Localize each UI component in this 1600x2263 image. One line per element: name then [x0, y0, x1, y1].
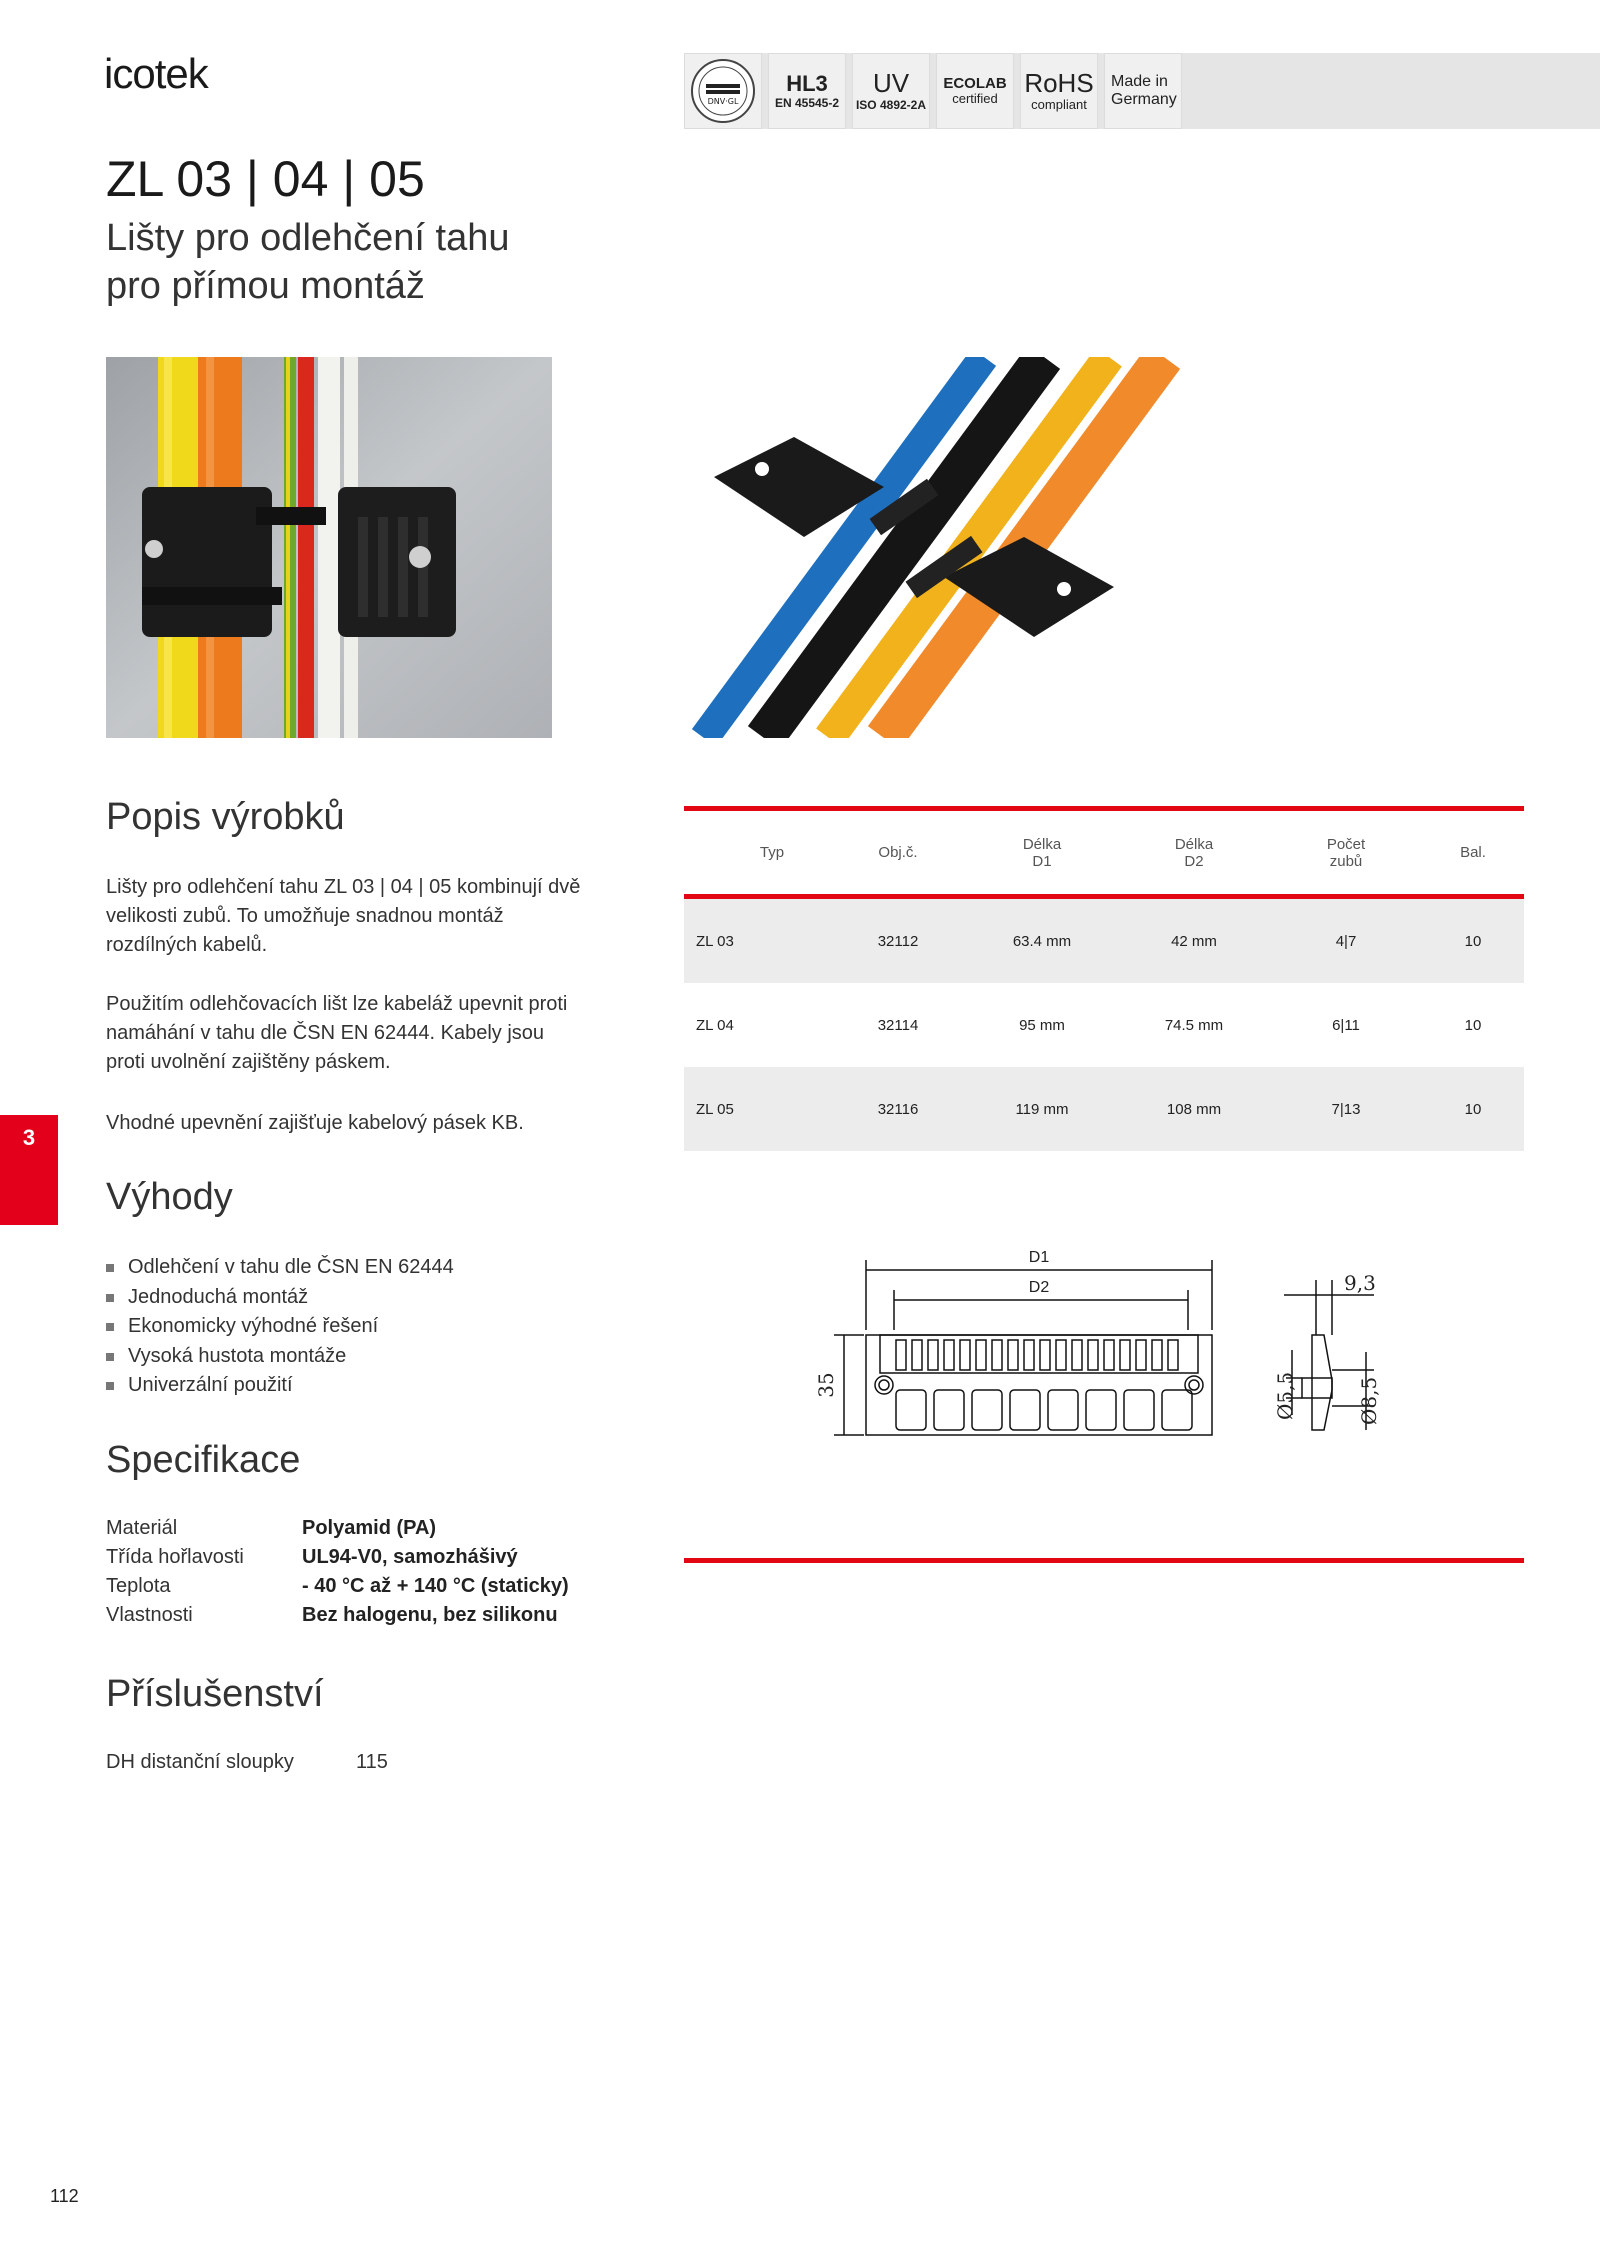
table-row: [684, 1067, 1524, 1151]
accessory-row: [106, 1751, 388, 1774]
cell-d2: 108 mm: [1166, 1100, 1222, 1118]
cell-d1: 95 mm: [1019, 1016, 1065, 1034]
rohs-sub: compliant: [1031, 97, 1087, 113]
product-subtitle: [106, 214, 510, 310]
rohs-label: RoHS: [1024, 67, 1094, 98]
dim-d2-label: D2: [1028, 1279, 1050, 1296]
dim-d1-label: D1: [1028, 1249, 1050, 1266]
table-header: [684, 811, 1524, 894]
benefit-item: Jednoduchá montáž: [106, 1283, 454, 1313]
col-d1: Délka D1: [1022, 835, 1062, 870]
accessories-heading: Příslušenství: [106, 1673, 324, 1715]
cell-typ: ZL 03: [696, 932, 734, 950]
spec-row-temperature: [106, 1575, 569, 1598]
table-row: [684, 983, 1524, 1067]
col-d2: Délka D2: [1174, 835, 1214, 870]
ecolab-sub: certified: [952, 91, 998, 107]
col-typ: Typ: [759, 844, 785, 861]
spec-value: - 40 °C až + 140 °C (staticky): [302, 1575, 569, 1597]
benefit-item: Odlehčení v tahu dle ČSN EN 62444: [106, 1253, 454, 1283]
uv-label: UV: [872, 68, 910, 99]
spec-label: Materiál: [106, 1517, 178, 1539]
rohs-badge: [1020, 53, 1098, 129]
product-title: ZL 03 | 04 | 05: [106, 151, 425, 207]
benefits-heading: Výhody: [106, 1176, 233, 1218]
cell-obj: 32114: [877, 1016, 919, 1034]
chapter-tab: 3: [0, 1115, 58, 1225]
col-teeth: Počet zubů: [1326, 835, 1366, 870]
cell-d2: 42 mm: [1171, 932, 1217, 950]
subtitle-line-2: pro přímou montáž: [106, 265, 425, 307]
subtitle-line-1: Lišty pro odlehčení tahu: [106, 217, 510, 259]
benefits-list: [106, 1253, 454, 1401]
uv-standard: ISO 4892-2A: [855, 98, 927, 113]
col-pack: Bal.: [1460, 844, 1486, 861]
hl3-standard: EN 45545-2: [774, 95, 840, 110]
product-photo-mounted: [106, 357, 552, 738]
dim-side-width-label: 9,3: [1344, 1271, 1376, 1295]
cell-d1: 63.4 mm: [1012, 932, 1072, 950]
spec-row-flammability: [106, 1546, 518, 1569]
made-in-line: Made in: [1111, 72, 1168, 90]
made-in-germany-badge: [1104, 53, 1182, 129]
description-paragraph-3: Vhodné upevnění zajišťuje kabelový pásek KB.: [106, 1112, 524, 1134]
accessory-page-link[interactable]: 115: [356, 1751, 388, 1773]
accessory-label: DH distanční sloupky: [106, 1751, 294, 1773]
cell-pack: 10: [1464, 1100, 1482, 1118]
spec-value: Polyamid (PA): [302, 1517, 437, 1539]
spec-row-properties: [106, 1604, 558, 1627]
cell-obj: 32112: [877, 932, 919, 950]
spec-label: Vlastnosti: [106, 1604, 193, 1626]
dnv-seal-icon: [688, 56, 758, 126]
spec-value: UL94-V0, samozhášivý: [302, 1546, 518, 1568]
page-number: 112: [50, 2186, 79, 2206]
hl3-label: HL3: [786, 71, 828, 97]
cell-typ: ZL 05: [696, 1100, 734, 1118]
dnv-gl-badge: [684, 53, 762, 129]
uv-badge: [852, 53, 930, 129]
cell-teeth: 4|7: [1335, 932, 1357, 950]
dim-height-label: 35: [814, 1372, 838, 1398]
cell-pack: 10: [1464, 932, 1482, 950]
description-paragraph-1: Lišty pro odlehčení tahu ZL 03 | 04 | 05 kombinují dvě velikosti zubů. To umožňuje snadnou montáž rozdílných kabelů.: [106, 876, 581, 956]
spec-label: Teplota: [106, 1575, 171, 1597]
drawing-bottom-rule: [684, 1558, 1524, 1563]
product-table: [684, 806, 1524, 1151]
ecolab-label: ECOLAB: [943, 74, 1007, 92]
spec-label: Třída hořlavosti: [106, 1546, 244, 1568]
cell-d2: 74.5 mm: [1164, 1016, 1224, 1034]
spec-value: Bez halogenu, bez silikonu: [302, 1604, 558, 1626]
cell-d1: 119 mm: [1015, 1100, 1069, 1118]
benefit-item: Ekonomicky výhodné řešení: [106, 1312, 454, 1342]
cell-teeth: 6|11: [1332, 1016, 1360, 1034]
spec-row-material: [106, 1517, 436, 1540]
ecolab-badge: [936, 53, 1014, 129]
cell-typ: ZL 04: [696, 1016, 734, 1034]
dim-dia1-label: Ø5,5: [1273, 1371, 1297, 1420]
benefit-item: Univerzální použití: [106, 1371, 454, 1401]
icotek-logo: icotek: [104, 50, 208, 97]
cell-pack: 10: [1464, 1016, 1482, 1034]
table-row: [684, 899, 1524, 983]
product-photo-cables: [684, 357, 1190, 738]
cell-teeth: 7|13: [1331, 1100, 1361, 1118]
technical-drawing: [684, 1240, 1524, 1480]
description-heading: Popis výrobků: [106, 796, 345, 838]
svg-text:DNV·GL: DNV·GL: [707, 97, 739, 106]
hl3-badge: [768, 53, 846, 129]
dim-dia2-label: Ø8,5: [1357, 1376, 1381, 1425]
benefit-item: Vysoká hustota montáže: [106, 1342, 454, 1372]
col-obj: Obj.č.: [878, 844, 918, 861]
specs-heading: Specifikace: [106, 1439, 301, 1481]
description-paragraph-2: Použitím odlehčovacích lišt lze kabeláž upevnit proti namáhání v tahu dle ČSN EN 62444. Kabely jsou proti uvolnění zajištěny páskem.: [106, 993, 568, 1073]
cell-obj: 32116: [877, 1100, 919, 1118]
germany-line: Germany: [1111, 91, 1177, 108]
